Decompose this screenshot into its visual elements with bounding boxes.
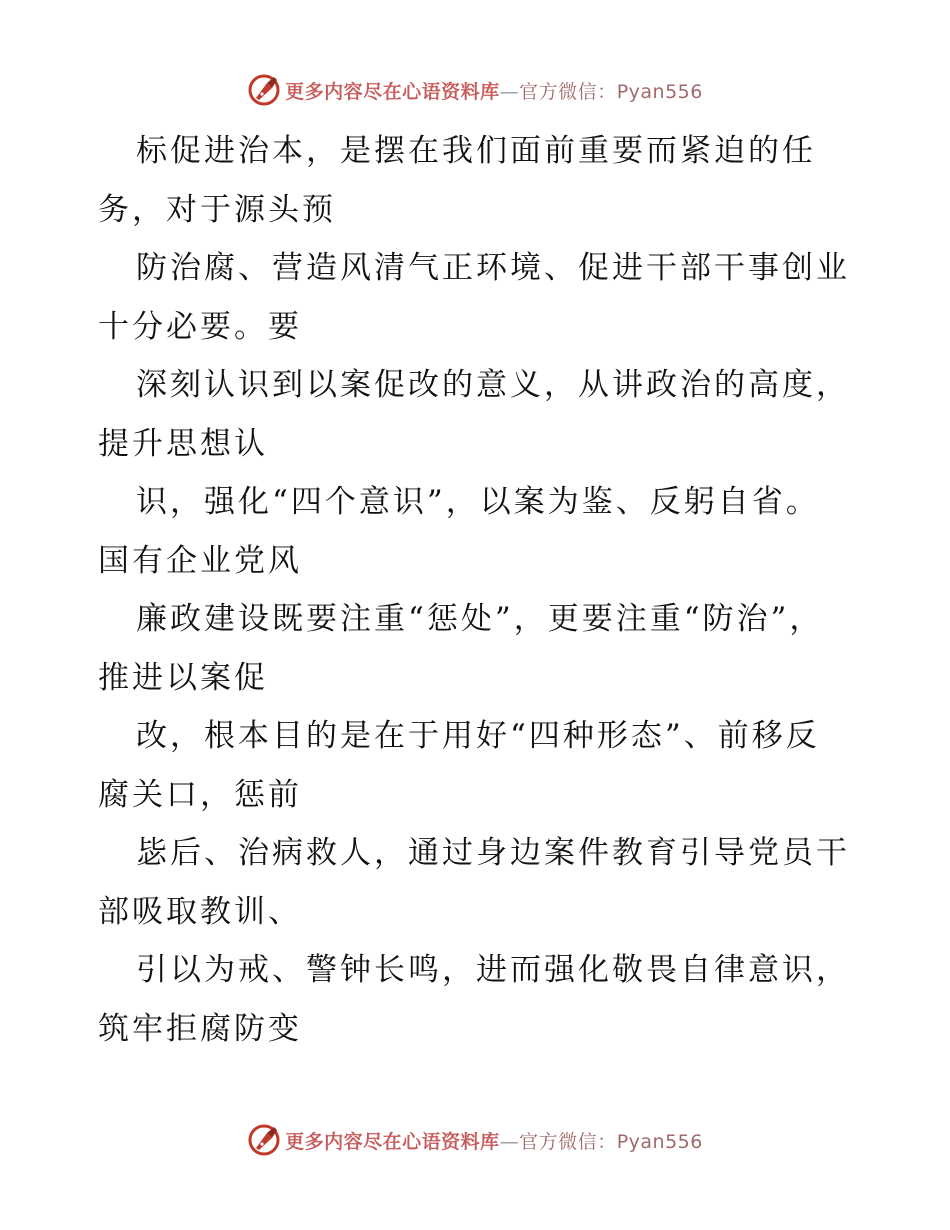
banner-contact-label: 官方微信：	[519, 1130, 617, 1153]
footer-banner	[0, 1120, 950, 1160]
text-line: 引以为戒、警钟长鸣，进而强化敬畏自律意识，	[136, 952, 850, 988]
banner-main-text: 更多内容尽在心语资料库	[285, 80, 500, 103]
banner-separator: —	[499, 1130, 520, 1153]
document-body	[98, 122, 858, 1058]
text-line: 腐关口，惩前	[98, 776, 302, 813]
banner-text	[285, 77, 703, 104]
header-banner-content	[247, 73, 703, 107]
text-line: 务，对于源头预	[98, 191, 336, 228]
banner-separator: —	[499, 80, 520, 103]
text-line: 深刻认识到以案促改的意义，从讲政治的高度，	[136, 367, 850, 403]
text-line: 部吸取教训、	[98, 893, 302, 930]
text-line: 标促进治本，是摆在我们面前重要而紧迫的任	[136, 133, 816, 169]
banner-main-text: 更多内容尽在心语资料库	[285, 1130, 500, 1153]
banner-contact-id: Pyan556	[616, 1130, 703, 1153]
header-banner	[0, 70, 950, 110]
banner-text	[285, 1127, 703, 1154]
text-line: 识，强化“四个意识”，以案为鉴、反躬自省。	[136, 484, 820, 520]
text-line: 推进以案促	[98, 659, 268, 696]
text-line: 廉政建设既要注重“惩处”，更要注重“防治”，	[136, 601, 824, 637]
banner-contact-label: 官方微信：	[519, 80, 617, 103]
text-line: 十分必要。要	[98, 308, 302, 345]
text-line: 毖后、治病救人，通过身边案件教育引导党员干	[136, 835, 850, 871]
pen-nib-logo-icon	[247, 73, 281, 107]
pen-nib-logo-icon	[247, 1123, 281, 1157]
text-line: 防治腐、营造风清气正环境、促进干部干事创业	[136, 250, 850, 286]
text-line: 改，根本目的是在于用好“四种形态”、前移反	[136, 718, 820, 754]
footer-banner-content	[247, 1123, 703, 1157]
text-line: 筑牢拒腐防变	[98, 1010, 302, 1047]
text-line: 国有企业党风	[98, 542, 302, 579]
text-line: 提升思想认	[98, 425, 268, 462]
banner-contact-id: Pyan556	[616, 80, 703, 103]
